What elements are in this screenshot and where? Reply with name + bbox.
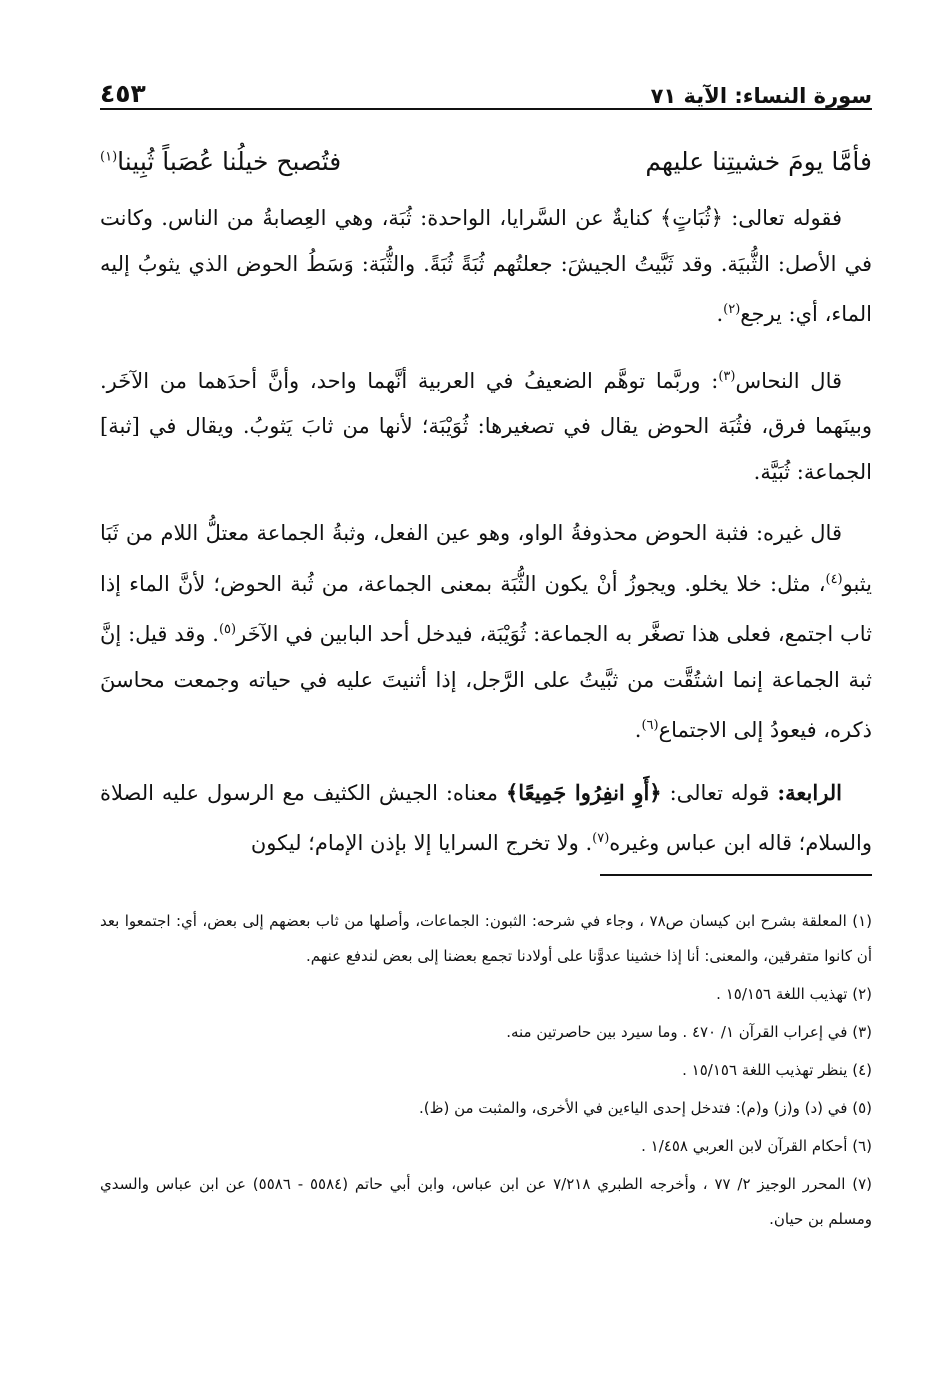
poetry-verse <box>100 136 872 186</box>
footnote-ref: (٥) <box>218 622 237 637</box>
page-number: ٤٥٣ <box>100 79 146 108</box>
footnote: (١) المعلقة بشرح ابن كيسان ص٧٨ ، وجاء في شرحه: الثبون: الجماعات، وأصلها من ثاب بعضهم إلى بعض، أي: اجتمعوا بعد أن كانوا متفرقين، والمعنى: أنا إذا خشينا عدوًّنا على أولادنا تجمع بعضنا إلى بعض لندفع عنهم. <box>100 912 872 965</box>
footnote: (٦) أحكام القرآن لابن العربي ١/٤٥٨ . <box>641 1137 872 1155</box>
footnote-separator <box>600 874 872 876</box>
verse-left-hemistich: فتُصبح خيلُنا عُصَباً ثُبِينا$^{(١)}$ <box>100 146 342 176</box>
verse-right-hemistich: فأمَّا يومَ خشيتِنا عليهم <box>645 146 872 176</box>
footnotes <box>100 904 872 1240</box>
footnote-ref: (٦) <box>641 718 659 733</box>
paragraph: الرابعة: قوله تعالى: ﴿أَوِ انفِرُوا جَمِيعًا﴾ معناه: الجيش الكثيف مع الرسول عليه الصلاة والسلام؛ قاله ابن عباس وغيره$^{(٧)}$. ولا تخرج السرايا إلا بإذن الإمام؛ ليكون <box>100 779 872 855</box>
footnote-ref: (٢) <box>723 302 741 317</box>
paragraph: قال غيره: فثبة الحوض محذوفةُ الواو، وهو عين الفعل، وثبةُ الجماعة معتلُّ اللام من ثَبَا يثبو$^{(٤)}$، مثل: خلا يخلو. ويجوزُ أنْ يكون الثُّبَة بمعنى الجماعة، من ثُبة الحوض؛ لأنَّ الماء إذا ثاب اجتمع، فعلى هذا تصغَّر به الجماعة: ثُوَيْبَة، فيدخل أحد البابين في الآخَر$^{(٥)}$. وقد قيل: إنَّ ثبة الجماعة إنما اشتُقَّت من ثبَّيتُ على الرَّجل، إذا أثنيتَ عليه في حياته وجمعت محاسنَ ذكره، فيعودُ إلى الاجتماع$^{(٦)}$. <box>100 521 872 742</box>
footnote: (٥) في (د) و(ز) و(م): فتدخل إحدى الياءين في الأخرى، والمثبت من (ظ). <box>418 1099 872 1117</box>
main-text <box>100 196 872 883</box>
footnote-ref: (٤) <box>825 571 843 587</box>
paragraph: فقوله تعالى: ﴿ثُبَاتٍ﴾ كنايةٌ عن السَّرايا، الواحدة: ثُبَة، وهي العِصابةُ من الناس. وكانت في الأصل: الثُّبيَة. وقد ثَبَّيتُ الجيشَ: جعلتُهم ثُبَةً ثُبَةً. والثُّبَة: وَسَطُ الحوض الذي يثوبُ إليه الماء، أي: يرجع$^{(٢)}$. <box>100 206 872 326</box>
quran-quote: ﴿أَوِ انفِرُوا جَمِيعًا﴾ <box>506 779 662 805</box>
footnote: (٢) تهذيب اللغة ١٥/١٥٦ . <box>716 985 872 1003</box>
footnote-ref: (١) <box>100 149 118 165</box>
footnote-ref: (٣) <box>718 368 736 384</box>
section-lead: الرابعة: <box>777 779 843 805</box>
footnote: (٣) في إعراب القرآن ١/ ٤٧٠ . وما سيرد بين حاصرتين منه. <box>506 1023 872 1041</box>
footnote: (٤) ينظر تهذيب اللغة ١٥/١٥٦ . <box>682 1061 872 1079</box>
paragraph: قال النحاس$^{(٣)}$: وربَّما توهَّم الضعيفُ في العربية أنَّهما واحد، وأنَّ أحدَهما من الآخَر. وبينَهما فرق، فثُبَة الحوض يقال في تصغيرها: ثُوَيْبَة؛ لأنها من ثابَ يَثوبُ. ويقال في [ثبة] الجماعة: ثُبَيَّة. <box>100 368 872 484</box>
footnote: (٧) المحرر الوجيز ٢/ ٧٧ ، وأخرجه الطبري ٧/٢١٨ عن ابن عباس، وابن أبي حاتم (٥٥٨٤ - ٥٥٨٦) عن ابن عباس والسدي ومسلم بن حيان. <box>100 1175 873 1228</box>
running-header <box>100 68 872 108</box>
header-rule <box>100 108 872 110</box>
chapter-title: سورة النساء: الآية ٧١ <box>650 84 872 108</box>
footnote-ref: (٧) <box>592 831 610 846</box>
